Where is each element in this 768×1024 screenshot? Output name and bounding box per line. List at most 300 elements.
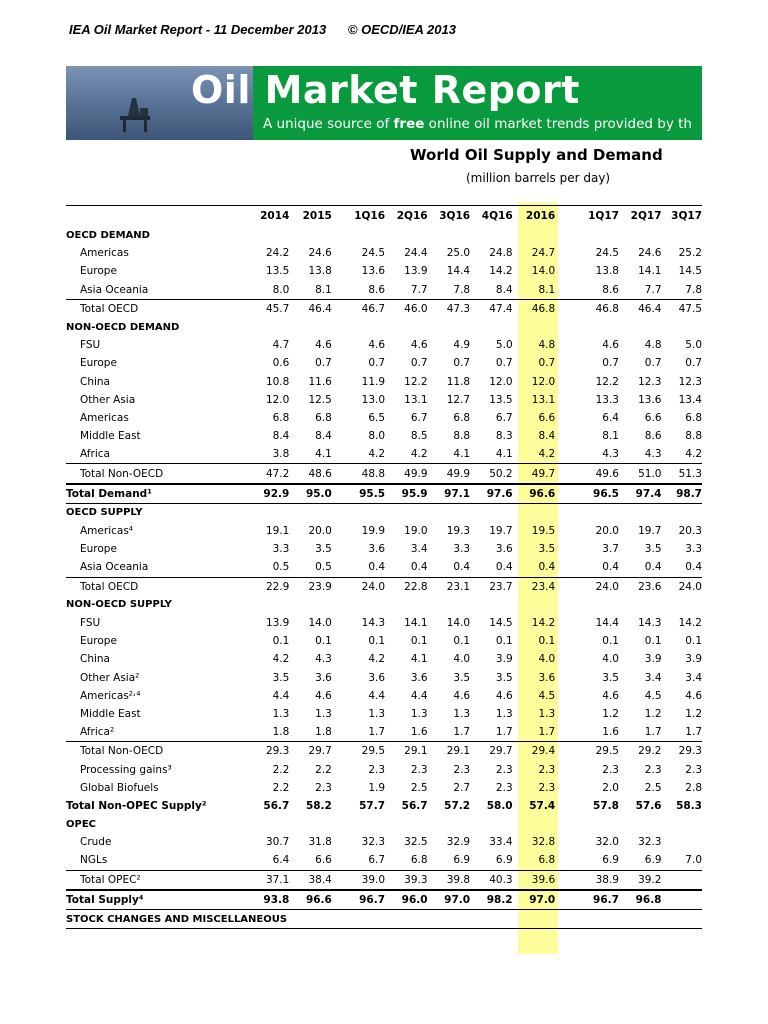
cell-value: 6.8 [538, 854, 556, 867]
cell-value: 0.7 [685, 357, 702, 370]
cell-value: 0.4 [495, 561, 513, 574]
cell-value: 3.6 [495, 543, 513, 556]
cell-value: 32.8 [531, 836, 556, 849]
oil-market-report-banner [66, 66, 702, 140]
cell-value [555, 909, 619, 928]
row-label: Europe [80, 265, 117, 278]
table-row [66, 870, 702, 890]
cell-value: 3.4 [644, 671, 662, 684]
cell-value: 29.4 [513, 742, 556, 761]
cell-value: 14.2 [531, 617, 556, 630]
cell-value: 4.1 [315, 448, 332, 461]
cell-value: 50.2 [470, 464, 513, 484]
cell-value: 5.0 [685, 339, 702, 352]
cell-value: 29.7 [289, 742, 332, 761]
cell-value: 1.3 [368, 707, 386, 720]
cell-value: 2.8 [685, 781, 702, 794]
cell-value: 24.6 [638, 247, 662, 260]
cell-value: 32.3 [361, 836, 386, 849]
table-row [66, 427, 702, 445]
cell-value: 45.7 [236, 299, 289, 318]
row-label: Processing gains³ [80, 763, 172, 776]
cell-value: 3.3 [453, 543, 471, 556]
section-header-row [66, 226, 702, 244]
cell-value: 4.4 [272, 689, 290, 702]
cell-value: 4.6 [410, 339, 428, 352]
cell-value: 1.9 [368, 781, 386, 794]
cell-value [619, 226, 662, 244]
cell-value: 3.6 [315, 671, 332, 684]
cell-value: 39.6 [513, 870, 556, 890]
cell-value [332, 318, 385, 336]
cell-value: 14.0 [308, 617, 332, 630]
row-label: Middle East [80, 430, 141, 443]
cell-value [470, 226, 513, 244]
cell-value [513, 226, 556, 244]
cell-value: 6.8 [272, 411, 290, 424]
cell-value: 1.3 [315, 707, 332, 720]
cell-value: 47.2 [236, 464, 289, 484]
cell-value: 0.7 [368, 357, 386, 370]
cell-value: 12.3 [678, 375, 702, 388]
cell-value: 1.3 [453, 707, 471, 720]
cell-value: 4.8 [644, 339, 662, 352]
cell-value: 8.3 [495, 430, 513, 443]
cell-value: 46.8 [555, 299, 619, 318]
cell-value: 4.2 [272, 653, 290, 666]
cell-value: 0.1 [368, 635, 386, 648]
cell-value: 7.7 [410, 283, 428, 296]
column-header: 2Q16 [385, 206, 428, 227]
row-label: OECD DEMAND [66, 229, 150, 241]
cell-value: 2.3 [315, 781, 332, 794]
cell-value: 4.3 [644, 448, 662, 461]
row-label: Total Supply⁴ [66, 890, 236, 910]
row-label: Total Non-OECD [66, 742, 236, 761]
cell-value: 22.9 [236, 577, 289, 596]
column-header-row [66, 206, 702, 227]
cell-value: 1.7 [368, 726, 386, 739]
cell-value: 32.9 [446, 836, 471, 849]
cell-value: 2.3 [453, 763, 471, 776]
cell-value [236, 226, 289, 244]
table-row [66, 723, 702, 742]
cell-value: 4.6 [368, 339, 386, 352]
table-row [66, 373, 702, 391]
cell-value: 14.1 [404, 617, 428, 630]
cell-value: 1.6 [602, 726, 619, 739]
cell-value: 29.3 [236, 742, 289, 761]
table-row [66, 797, 702, 815]
section-header-row [66, 815, 702, 833]
cell-value: 48.8 [332, 464, 385, 484]
cell-value: 1.7 [685, 726, 702, 739]
cell-value: 0.5 [272, 561, 290, 574]
cell-value: 19.9 [361, 525, 386, 538]
cell-value: 24.6 [308, 247, 332, 260]
cell-value: 4.2 [538, 448, 556, 461]
cell-value: 2.2 [272, 763, 290, 776]
cell-value: 1.2 [685, 707, 702, 720]
cell-value: 3.5 [272, 671, 290, 684]
cell-value: 23.4 [513, 577, 556, 596]
cell-value: 8.8 [453, 430, 471, 443]
cell-value: 0.1 [495, 635, 513, 648]
cell-value [619, 815, 662, 833]
cell-value: 29.1 [428, 742, 471, 761]
cell-value: 8.4 [495, 283, 513, 296]
cell-value [513, 318, 556, 336]
cell-value: 49.9 [385, 464, 428, 484]
cell-value: 0.4 [602, 561, 619, 574]
cell-value: 3.4 [410, 543, 428, 556]
row-label: NGLs [80, 854, 108, 867]
column-header: 2014 [236, 206, 289, 227]
cell-value [662, 870, 703, 890]
banner-subtitle-pre: A unique source of [263, 116, 394, 132]
cell-value: 6.4 [602, 411, 619, 424]
cell-value [289, 909, 332, 928]
row-label: Americas²˒⁴ [80, 689, 141, 702]
row-label: Africa [80, 448, 110, 461]
cell-value: 8.1 [602, 430, 619, 443]
cell-value: 3.6 [538, 671, 556, 684]
cell-value: 3.9 [685, 653, 702, 666]
copyright-text: © OECD/IEA 2013 [347, 22, 456, 37]
cell-value: 13.3 [595, 393, 619, 406]
cell-value: 57.4 [529, 799, 556, 812]
row-label: China [80, 653, 110, 666]
cell-value: 2.0 [602, 781, 619, 794]
cell-value: 8.6 [368, 283, 386, 296]
row-label: Total Non-OPEC Supply² [66, 799, 207, 812]
cell-value: 57.8 [593, 799, 619, 812]
cell-value: 49.6 [555, 464, 619, 484]
cell-value: 14.3 [361, 617, 386, 630]
cell-value: 4.2 [368, 653, 386, 666]
cell-value: 6.8 [315, 411, 332, 424]
cell-value: 1.7 [644, 726, 662, 739]
cell-value: 3.6 [368, 543, 386, 556]
cell-value [385, 503, 428, 522]
cell-value: 29.5 [332, 742, 385, 761]
table-row [66, 484, 702, 504]
cell-value: 1.8 [315, 726, 332, 739]
cell-value: 24.2 [265, 247, 290, 260]
cell-value: 20.3 [678, 525, 702, 538]
cell-value [428, 596, 471, 614]
row-label: Europe [80, 635, 117, 648]
column-header: 1Q16 [332, 206, 385, 227]
table-row [66, 262, 702, 280]
row-label: OECD SUPPLY [66, 507, 143, 519]
cell-value [470, 815, 513, 833]
cell-value: 13.1 [404, 393, 428, 406]
table-row [66, 669, 702, 687]
row-label: Total OECD [66, 299, 236, 318]
row-label: Other Asia² [80, 671, 140, 684]
cell-value: 6.5 [368, 411, 386, 424]
cell-value [470, 596, 513, 614]
cell-value: 25.0 [446, 247, 471, 260]
cell-value: 1.8 [272, 726, 290, 739]
table-row [66, 540, 702, 558]
cell-value: 46.4 [619, 299, 662, 318]
cell-value: 4.0 [538, 653, 556, 666]
cell-value: 4.9 [453, 339, 471, 352]
table-row [66, 445, 702, 464]
cell-value [555, 596, 619, 614]
cell-value [513, 503, 556, 522]
cell-value: 2.3 [602, 763, 619, 776]
cell-value: 97.0 [428, 890, 471, 910]
row-label: Americas [80, 247, 129, 260]
table-row [66, 779, 702, 797]
cell-value: 6.9 [644, 854, 662, 867]
cell-value: 20.0 [595, 525, 619, 538]
cell-value: 0.1 [602, 635, 619, 648]
table-row [66, 558, 702, 577]
cell-value: 14.3 [638, 617, 662, 630]
cell-value: 3.6 [368, 671, 386, 684]
cell-value: 4.0 [602, 653, 619, 666]
cell-value: 14.2 [678, 617, 702, 630]
cell-value: 1.3 [538, 707, 556, 720]
cell-value: 6.7 [368, 854, 386, 867]
section-header-row [66, 318, 702, 336]
cell-value: 96.6 [513, 484, 556, 504]
row-label: Asia Oceania [80, 283, 149, 296]
cell-value: 2.3 [538, 781, 556, 794]
cell-value: 2.5 [410, 781, 428, 794]
cell-value: 23.7 [470, 577, 513, 596]
cell-value: 13.5 [265, 265, 290, 278]
cell-value: 4.2 [368, 448, 386, 461]
cell-value: 24.0 [662, 577, 703, 596]
cell-value: 14.2 [489, 265, 513, 278]
cell-value: 24.0 [555, 577, 619, 596]
cell-value: 2.3 [495, 781, 513, 794]
cell-value: 32.5 [404, 836, 428, 849]
row-label: Middle East [80, 707, 141, 720]
cell-value: 46.8 [513, 299, 556, 318]
cell-value: 0.1 [272, 635, 290, 648]
cell-value: 13.8 [308, 265, 332, 278]
cell-value: 1.2 [644, 707, 662, 720]
column-header: 2Q17 [619, 206, 662, 227]
cell-value: 4.6 [602, 689, 619, 702]
cell-value: 96.7 [332, 890, 385, 910]
cell-value: 4.1 [410, 653, 428, 666]
cell-value: 14.4 [446, 265, 471, 278]
cell-value: 4.3 [315, 653, 332, 666]
cell-value: 57.7 [359, 799, 386, 812]
cell-value: 19.5 [531, 525, 556, 538]
cell-value: 13.5 [489, 393, 513, 406]
table-row [66, 890, 702, 910]
cell-value: 8.4 [315, 430, 332, 443]
cell-value: 7.0 [685, 854, 702, 867]
cell-value: 46.0 [385, 299, 428, 318]
cell-value: 0.7 [495, 357, 513, 370]
table-row [66, 354, 702, 372]
cell-value: 2.3 [644, 763, 662, 776]
cell-value [236, 815, 289, 833]
cell-value: 12.0 [531, 375, 556, 388]
cell-value [332, 226, 385, 244]
cell-value: 14.5 [489, 617, 513, 630]
row-label: Other Asia [80, 393, 136, 406]
row-label: China [80, 375, 110, 388]
cell-value: 3.9 [644, 653, 662, 666]
cell-value: 4.6 [495, 689, 513, 702]
cell-value: 12.7 [446, 393, 471, 406]
cell-value: 92.9 [236, 484, 289, 504]
cell-value: 19.0 [404, 525, 428, 538]
cell-value: 4.3 [602, 448, 619, 461]
column-header: 3Q16 [428, 206, 471, 227]
cell-value: 3.5 [495, 671, 513, 684]
cell-value: 0.4 [644, 561, 662, 574]
cell-value [428, 226, 471, 244]
cell-value: 95.9 [385, 484, 428, 504]
cell-value: 29.1 [385, 742, 428, 761]
table-title: World Oil Supply and Demand [410, 146, 663, 164]
row-label: FSU [80, 617, 101, 630]
row-label: Crude [80, 836, 112, 849]
supply-demand-table [66, 205, 702, 929]
cell-value: 32.3 [638, 836, 662, 849]
row-label: Europe [80, 357, 117, 370]
cell-value [236, 318, 289, 336]
cell-value: 58.2 [305, 799, 332, 812]
cell-value: 8.0 [368, 430, 386, 443]
cell-value: 6.6 [315, 854, 332, 867]
cell-value: 58.0 [486, 799, 513, 812]
cell-value: 6.8 [453, 411, 471, 424]
banner-subtitle-bold: free [393, 116, 425, 132]
cell-value: 29.3 [662, 742, 703, 761]
row-label: NON-OECD DEMAND [66, 321, 180, 333]
cell-value: 4.7 [272, 339, 290, 352]
cell-value: 2.2 [272, 781, 290, 794]
cell-value [332, 815, 385, 833]
cell-value [619, 503, 662, 522]
cell-value: 38.4 [289, 870, 332, 890]
cell-value: 4.2 [410, 448, 428, 461]
cell-value: 0.7 [410, 357, 428, 370]
cell-value: 13.9 [265, 617, 290, 630]
section-header-row [66, 909, 702, 928]
cell-value: 4.6 [315, 339, 332, 352]
cell-value: 3.9 [495, 653, 513, 666]
cell-value: 47.3 [428, 299, 471, 318]
cell-value: 51.3 [662, 464, 703, 484]
cell-value: 31.8 [308, 836, 332, 849]
cell-value: 0.5 [315, 561, 332, 574]
cell-value: 14.0 [446, 617, 471, 630]
cell-value: 13.9 [404, 265, 428, 278]
row-label: Total Non-OECD [66, 464, 236, 484]
cell-value: 24.0 [332, 577, 385, 596]
cell-value: 3.5 [602, 671, 619, 684]
cell-value: 3.5 [315, 543, 332, 556]
cell-value: 0.1 [410, 635, 428, 648]
cell-value: 13.4 [678, 393, 702, 406]
row-label: Total OPEC² [66, 870, 236, 890]
cell-value: 2.3 [368, 763, 386, 776]
cell-value: 25.2 [678, 247, 702, 260]
table-row [66, 742, 702, 761]
table-row [66, 650, 702, 668]
cell-value [555, 226, 619, 244]
row-label: Total Demand¹ [66, 484, 236, 504]
cell-value: 48.6 [289, 464, 332, 484]
cell-value [555, 503, 619, 522]
cell-value: 0.7 [602, 357, 619, 370]
cell-value: 0.7 [315, 357, 332, 370]
cell-value: 0.1 [538, 635, 556, 648]
cell-value [470, 909, 513, 928]
cell-value: 4.4 [410, 689, 428, 702]
cell-value: 4.6 [685, 689, 702, 702]
cell-value: 6.9 [602, 854, 619, 867]
cell-value: 0.1 [315, 635, 332, 648]
cell-value [385, 318, 428, 336]
table-row [66, 577, 702, 596]
cell-value: 8.4 [272, 430, 290, 443]
cell-value: 0.4 [368, 561, 386, 574]
table-row [66, 833, 702, 851]
cell-value: 3.7 [602, 543, 619, 556]
cell-value: 1.2 [602, 707, 619, 720]
cell-value: 23.9 [289, 577, 332, 596]
cell-value: 40.3 [470, 870, 513, 890]
cell-value: 2.3 [410, 763, 428, 776]
cell-value: 29.5 [555, 742, 619, 761]
cell-value [662, 909, 703, 928]
cell-value [619, 596, 662, 614]
cell-value: 0.1 [685, 635, 702, 648]
cell-value: 13.1 [531, 393, 556, 406]
row-label: Americas [80, 411, 129, 424]
cell-value: 24.5 [361, 247, 386, 260]
cell-value: 14.0 [531, 265, 556, 278]
cell-value: 14.1 [638, 265, 662, 278]
column-header: 4Q16 [470, 206, 513, 227]
cell-value: 97.0 [513, 890, 556, 910]
cell-value: 0.4 [538, 561, 556, 574]
cell-value [513, 596, 556, 614]
cell-value: 98.2 [470, 890, 513, 910]
cell-value: 1.3 [272, 707, 290, 720]
cell-value: 12.0 [265, 393, 290, 406]
cell-value [332, 909, 385, 928]
cell-value [662, 318, 703, 336]
column-header: 1Q17 [555, 206, 619, 227]
cell-value: 3.4 [685, 671, 702, 684]
cell-value: 1.3 [495, 707, 513, 720]
cell-value [662, 596, 703, 614]
cell-value: 4.2 [685, 448, 702, 461]
cell-value: 29.7 [470, 742, 513, 761]
cell-value: 30.7 [265, 836, 290, 849]
cell-value: 38.9 [555, 870, 619, 890]
cell-value: 6.7 [495, 411, 513, 424]
cell-value: 24.5 [595, 247, 619, 260]
cell-value: 8.5 [410, 430, 428, 443]
cell-value: 4.0 [453, 653, 471, 666]
